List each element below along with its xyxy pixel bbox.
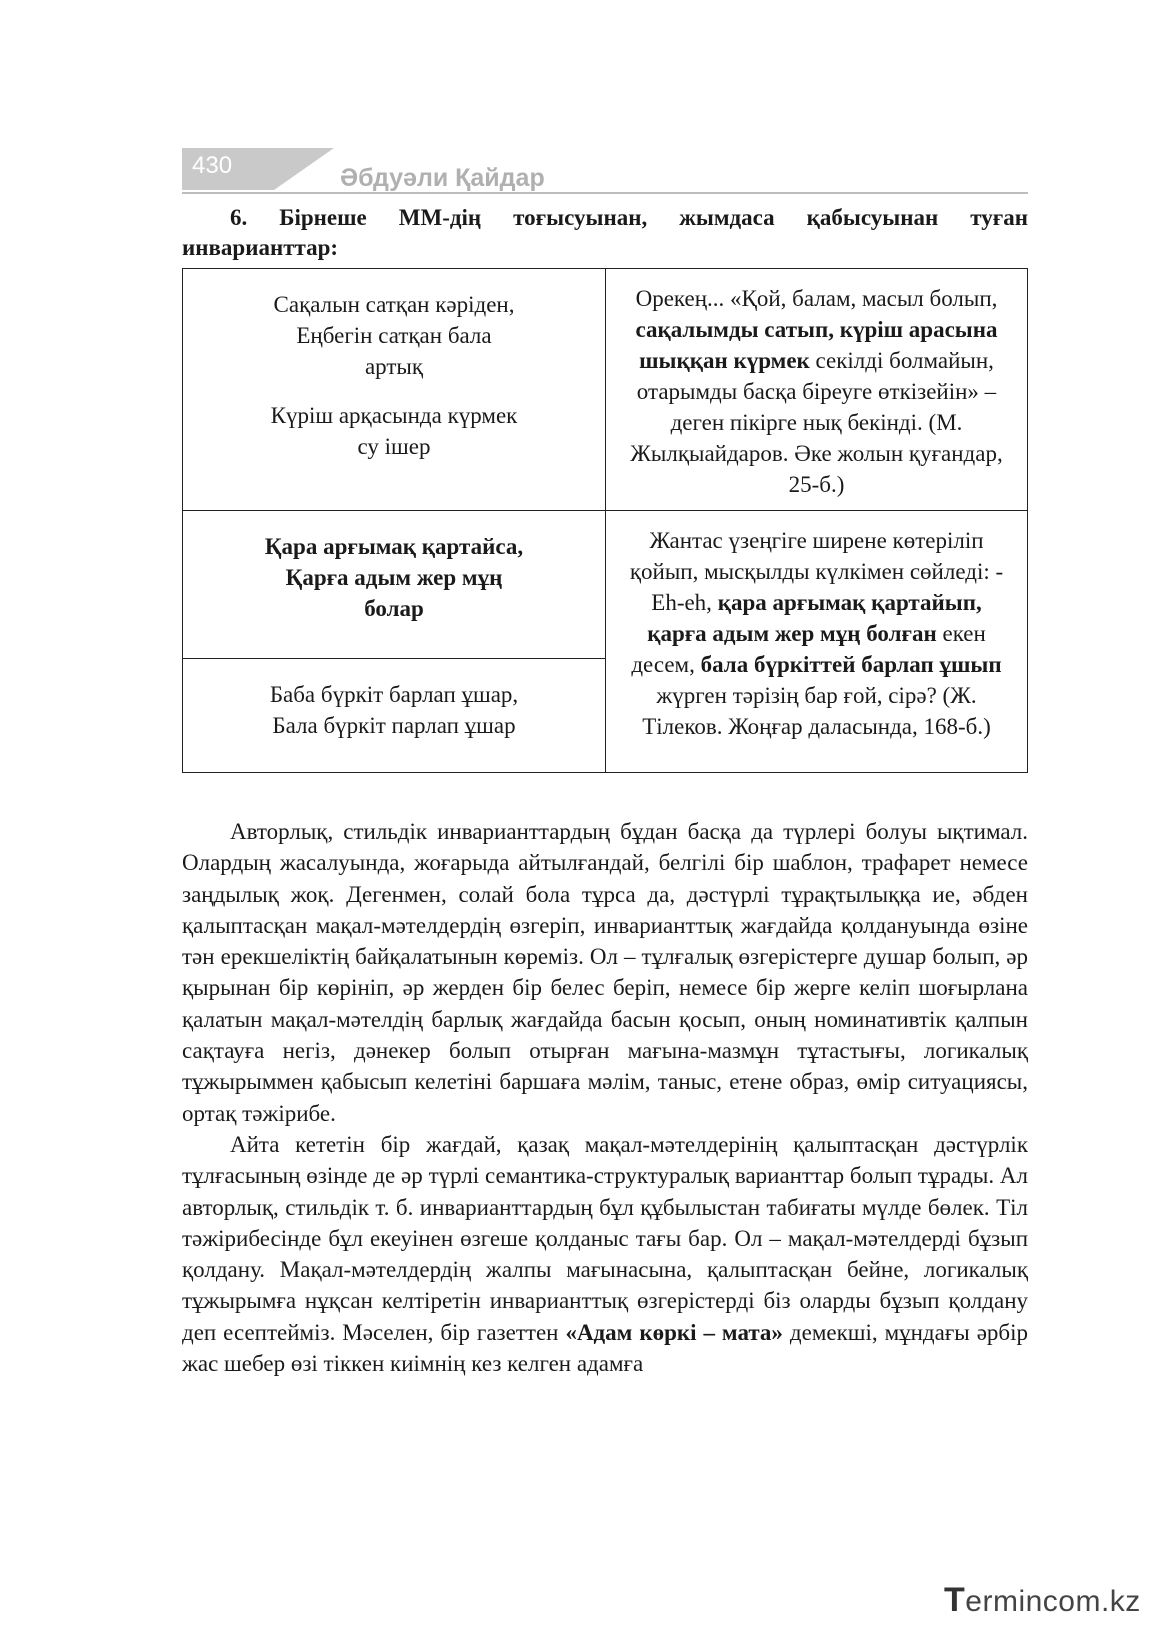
proverb-line: Сақалын сатқан кәріден, <box>273 292 515 317</box>
page-tab-slant <box>274 148 334 190</box>
page-number: 430 <box>192 152 233 179</box>
proverb-line: Күріш арқасында күрмек <box>270 403 518 428</box>
running-head-author: Әбдуәли Қайдар <box>340 164 545 192</box>
proverb-cell <box>183 511 606 659</box>
table-row <box>183 269 1028 511</box>
paragraph: Айта кететін бір жағдай, қазақ мақал-мәтелдерінің қалыптасқан дәстүрлік тұлғасының өзінде де әр түрлі семантика-структуралық варианттар болып тұрады. Ал авторлық, стильдік т. б. инварианттардың бұл құбылыстан табиғаты мүлде бөлек. Тіл тәжірибесінде бұл екеуінен өзгеше қолданыс тағы бар. Ол – мақал-мәтелдерді бұзып қолдану. Мақал-мәтелдердің жалпы мағынасына, қалыптасқан бейне, логикалық тұжырымға нұқсан келтіретін инварианттық өзгерістерді біз оларды бұзып қолдану деп есептейміз. Мәселен, бір газеттен «Адам көркі – мата» демекші, мұндағы әрбір жас шебер өзі тіккен киімнің кез келген адамға <box>182 1131 1028 1377</box>
examples-table <box>182 268 1028 773</box>
section-title: 6. Бірнеше ММ-дің тоғысуынан, жымдаса қабысуынан туған инварианттар: <box>182 205 1028 260</box>
paragraph: Авторлық, стильдік инварианттардың бұдан басқа да түрлері болуы ықтимал. Олардың жасалуында, жоғарыда айтылғандай, белгілі бір шаблон, трафарет немесе заңдылық жоқ. Дегенмен, солай бола тұрса да, дәстүрлі тұрақтылыққа ие, әбден қалыптасқан мақал-мәтелдердің өзгеріп, инварианттық жағдайда қолдануында өзіне тән ерекшеліктің байқалатынын көреміз. Ол – тұлғалық өзгерістерге душар болып, әр қырынан бір көрініп, әр жерден бір белес беріп, немесе бір жерге келіп шоғырлана қалатын мақал-мәтелдің барлық жағдайда басын қосып, оның номинативтік қалпын сақтауға негіз, дәнекер болып отырған мағына-мазмұн тұтастығы, логикалық тұжырыммен қабысып келетіні баршаға мәлім, таныс, етене образ, өмір ситуациясы, ортақ тәжірибе. <box>182 819 1028 1126</box>
quote-cell: Орекең... «Қой, балам, масыл болып, сақалымды сатып, күріш арасына шыққан күрмек секілді болмайын, отарымды басқа біреуге өткізейін» – деген пікірге нық бекінді. (М. Жылқыайдаров. Әке жолын қуғандар, 25-б.) <box>606 269 1028 511</box>
highlighted-proverb: қара арғымақ қартайып, қарға адым жер мұң болған <box>647 590 982 646</box>
header-rule <box>182 192 1028 194</box>
proverb-line: артық <box>364 354 424 379</box>
proverb-cell <box>183 269 606 511</box>
highlighted-proverb: сақалымды сатып, күріш арасына шыққан күрмек <box>635 317 998 373</box>
site-watermark-logo: Termincom.kz <box>944 1581 1141 1619</box>
proverb-line: су ішер <box>357 434 431 459</box>
proverb-line: Қарға адым жер мұң <box>285 565 503 590</box>
proverb-line: Бала бүркіт парлап ұшар <box>272 713 516 738</box>
proverb-cell <box>183 659 606 773</box>
proverb-line: болар <box>364 596 424 621</box>
body-text <box>182 816 1028 1379</box>
highlighted-proverb: бала бүркіттей барлап ұшып <box>700 652 1002 677</box>
proverb-line: Қара арғымақ қартайса, <box>264 534 524 559</box>
table-row <box>183 511 1028 659</box>
page-header <box>182 148 1028 194</box>
quote-cell: Жантас үзеңгіге ширене көтеріліп қойып, мысқылды күлкімен сөйледі: -Eh-eh, қара арғымақ қартайып, қарға адым жер мұң болған екен десем, бала бүркіттей барлап ұшып жүрген тәрізің бар ғой, сірә? (Ж. Тілеков. Жоңғар даласында, 168-б.) <box>606 511 1028 773</box>
proverb-line: Баба бүркіт барлап ұшар, <box>269 682 519 707</box>
proverb-line: Еңбегін сатқан бала <box>296 323 492 348</box>
bold-proverb: «Адам көркі – мата» <box>565 1319 783 1345</box>
